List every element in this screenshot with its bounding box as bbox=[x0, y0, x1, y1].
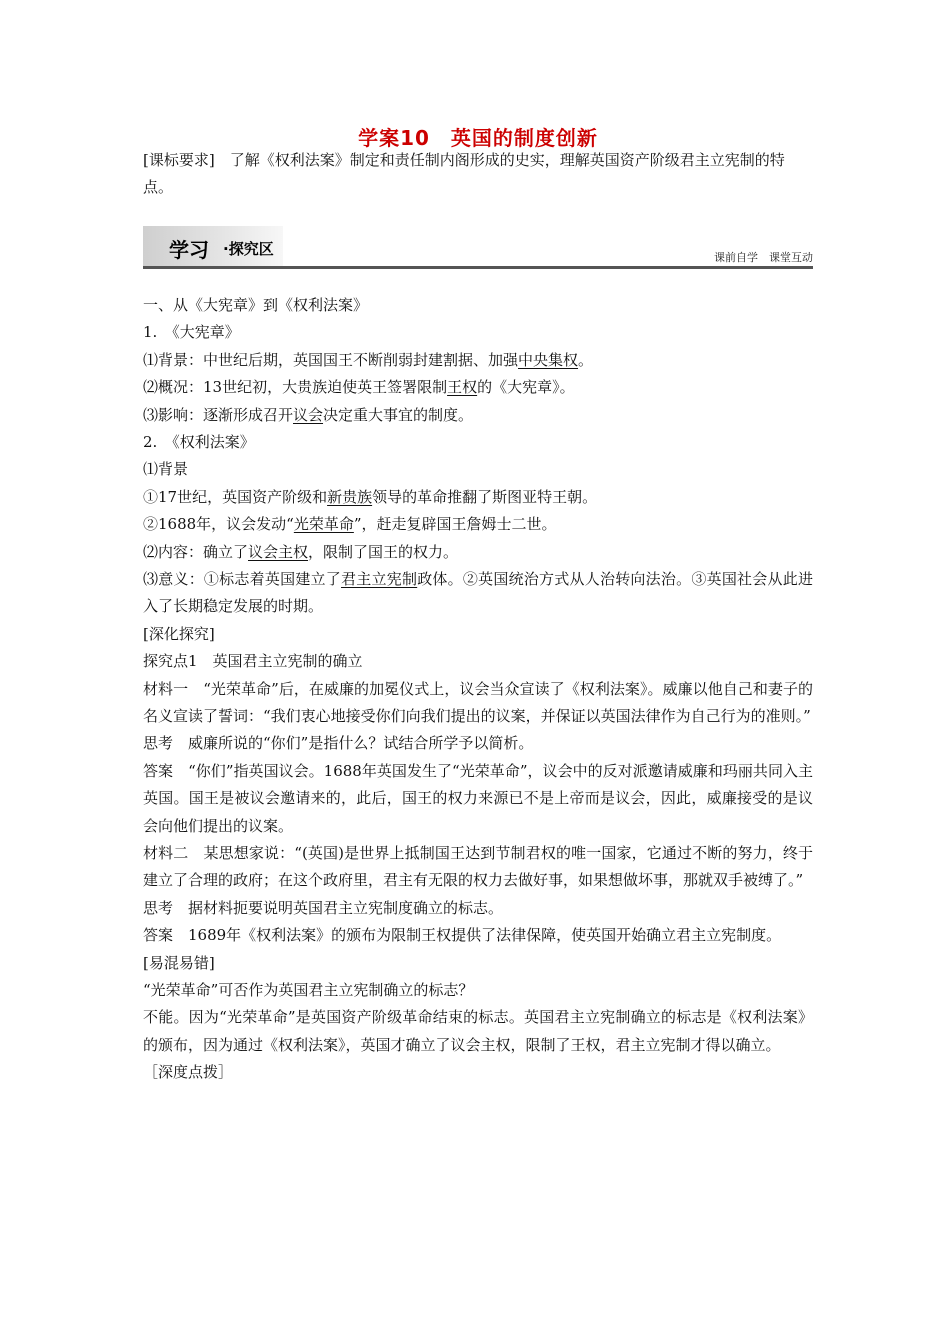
paragraph: ⑴背景：中世纪后期，英国国王不断削弱封建割据、加强中央集权。 bbox=[143, 350, 594, 369]
question: 思考 威廉所说的“你们”是指什么？试结合所学予以简析。 bbox=[143, 734, 534, 753]
question: 思考 据材料扼要说明英国君主立宪制度确立的标志。 bbox=[143, 898, 504, 917]
main-content bbox=[143, 292, 813, 1087]
paragraph: ⑴背景 bbox=[143, 460, 189, 479]
banner-rule bbox=[143, 266, 813, 269]
underlined-term: 君主立宪制 bbox=[341, 569, 418, 588]
inquiry-point: 探究点1 英国君主立宪制的确立 bbox=[143, 652, 363, 671]
underlined-term: 中央集权 bbox=[518, 350, 579, 369]
section-label: ［深度点拨］ bbox=[143, 1063, 234, 1082]
paragraph: ⑶意义：①标志着英国建立了君主立宪制政体。②英国统治方式从人治转向法治。③英国社会从此进入了长期稳定发展的时期。 bbox=[143, 569, 813, 616]
underlined-term: 议会主权 bbox=[248, 542, 309, 561]
paragraph: ⑵内容：确立了议会主权，限制了国王的权力。 bbox=[143, 542, 459, 561]
paragraph: ①17世纪，英国资产阶级和新贵族领导的革命推翻了斯图亚特王朝。 bbox=[143, 487, 598, 506]
material-one: 材料一 “光荣革命”后，在威廉的加冕仪式上，议会当众宣读了《权利法案》。威廉以他自己和妻子的名义宣读了誓词：“我们衷心地接受你们向我们提出的议案，并保证以英国法律作为自己行为的准则。” bbox=[143, 679, 813, 725]
underlined-term: 议会 bbox=[293, 405, 324, 424]
section-banner bbox=[143, 226, 813, 270]
paragraph: ⑵概况：13世纪初，大贵族迫使英王签署限制王权的《大宪章》。 bbox=[143, 378, 575, 397]
banner-sub-label: ·探究区 bbox=[223, 240, 274, 258]
answer: 不能。因为“光荣革命”是英国资产阶级革命结束的标志。英国君主立宪制确立的标志是《权利法案》的颁布，因为通过《权利法案》，英国才确立了议会主权，限制了王权，君主立宪制才得以确立。 bbox=[143, 1008, 813, 1054]
answer: 答案 1689年《权利法案》的颁布为限制王权提供了法律保障，使英国开始确立君主立宪制度。 bbox=[143, 926, 782, 945]
underlined-term: 王权 bbox=[447, 378, 478, 397]
banner-right-label: 课前自学 课堂互动 bbox=[714, 251, 813, 264]
page-title: 学案10 英国的制度创新 bbox=[358, 126, 598, 150]
curriculum-requirement: [课标要求] 了解《权利法案》制定和责任制内阁形成的史实，理解英国资产阶级君主立宪制的特点。 bbox=[143, 151, 785, 196]
paragraph: ⑶影响：逐渐形成召开议会决定重大事宜的制度。 bbox=[143, 405, 474, 424]
paragraph: ②1688年，议会发动“光荣革命”，赶走复辟国王詹姆士二世。 bbox=[143, 515, 557, 534]
underlined-term: 新贵族 bbox=[327, 487, 373, 506]
material-two: 材料二 某思想家说：“(英国)是世界上抵制国王达到节制君权的唯一国家，它通过不断的努力，终于建立了合理的政府；在这个政府里，君主有无限的权力去做好事，如果想做坏事，那就双手被缚了。” bbox=[143, 843, 813, 890]
answer: 答案 “你们”指英国议会。1688年英国发生了“光荣革命”，议会中的反对派邀请威廉和玛丽共同入主英国。国王是被议会邀请来的，此后，国王的权力来源已不是上帝而是议会，因此，威廉接受的是议会向他们提出的议案。 bbox=[143, 761, 813, 835]
underlined-term: 光荣革命 bbox=[293, 515, 354, 534]
subheading-magna-carta: 1. 《大宪章》 bbox=[143, 323, 240, 342]
banner-main-label: 学习 bbox=[169, 238, 209, 262]
section-label: [深化探究] bbox=[143, 624, 215, 643]
section-heading: 一、从《大宪章》到《权利法案》 bbox=[143, 296, 369, 314]
subheading-bill-of-rights: 2. 《权利法案》 bbox=[143, 432, 255, 451]
section-label: [易混易错] bbox=[143, 953, 215, 972]
question: “光荣革命”可否作为英国君主立宪制确立的标志？ bbox=[143, 980, 474, 999]
